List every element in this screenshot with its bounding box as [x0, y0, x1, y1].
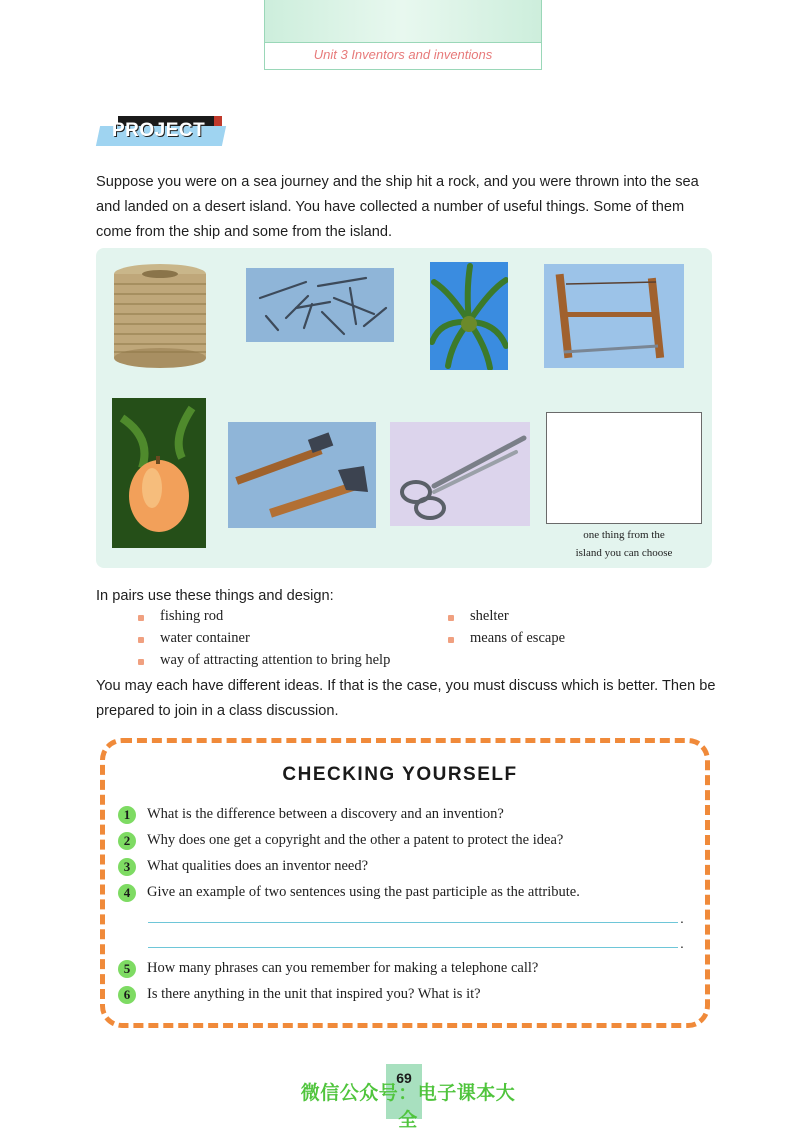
bullet-dot [448, 615, 454, 621]
design-item: way of attracting attention to bring help [160, 652, 391, 668]
bullet-dot [448, 637, 454, 643]
question-number: 2 [118, 832, 136, 850]
pairs-intro: In pairs use these things and design: [96, 588, 334, 604]
answer-line[interactable] [148, 922, 678, 923]
intro-paragraph: Suppose you were on a sea journey and the ship hit a rock, and you were thrown into the sea and landed on a desert island. You have collected a number of useful things. Some of them come from the ship and some from the island. [96, 174, 699, 240]
unit-header [264, 0, 542, 70]
bullet-dot [138, 659, 144, 665]
scissors-image [390, 422, 530, 526]
question-text: What qualities does an inventor need? [147, 858, 369, 874]
caption-line-1: one thing from the [583, 529, 665, 541]
page-number: 69 [396, 1070, 412, 1086]
bullet-dot [138, 615, 144, 621]
unit-title: Unit 3 Inventors and inventions [313, 47, 493, 62]
bow-saw-image [544, 264, 684, 368]
closing-paragraph: You may each have different ideas. If that is the case, you must discuss which is better. Then be prepared to join in a class discussion. [96, 678, 716, 719]
rope-coil-image [110, 262, 210, 370]
question-text: Is there anything in the unit that inspired you? What is it? [147, 986, 481, 1002]
checking-yourself-title: CHECKING YOURSELF [282, 764, 518, 785]
caption-line-2: island you can choose [575, 547, 673, 559]
nails-image [246, 268, 394, 342]
header-rule [265, 42, 541, 43]
image-caption [544, 526, 704, 562]
question-number: 5 [118, 960, 136, 978]
empty-choice-box [546, 412, 702, 524]
question-text: How many phrases can you remember for making a telephone call? [147, 960, 539, 976]
question-number: 4 [118, 884, 136, 902]
bullet-dot [138, 637, 144, 643]
watermark-text: 微信公众号：电子课本大全 [300, 1083, 516, 1131]
project-label: PROJECT [112, 120, 206, 141]
question-text: What is the difference between a discovery and an invention? [147, 806, 504, 822]
question-number: 3 [118, 858, 136, 876]
question-number: 6 [118, 986, 136, 1004]
question-number: 1 [118, 806, 136, 824]
question-text: Why does one get a copyright and the other a patent to protect the idea? [147, 832, 564, 848]
design-item: fishing rod [160, 608, 224, 624]
answer-line[interactable] [148, 947, 678, 948]
design-item: shelter [470, 608, 509, 624]
design-item: means of escape [470, 630, 566, 646]
hammer-axe-image [228, 422, 376, 528]
project-banner [98, 116, 226, 154]
design-item: water container [160, 630, 250, 646]
header-band [265, 0, 541, 42]
palm-tree-image [430, 262, 508, 370]
gourd-image [112, 398, 206, 548]
question-text: Give an example of two sentences using the past participle as the attribute. [147, 884, 580, 900]
